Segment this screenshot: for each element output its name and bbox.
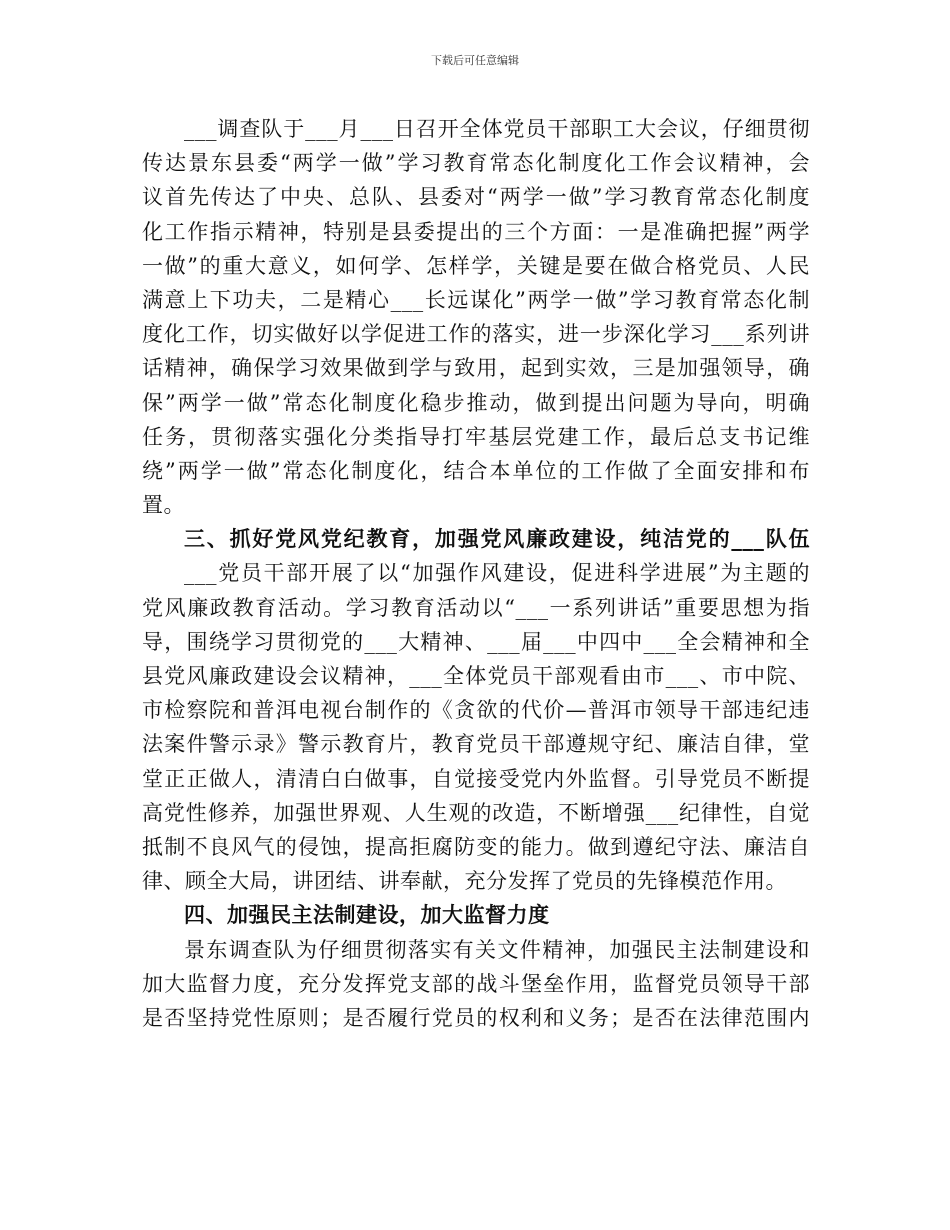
text-line: 堂正正做人，清清白白做事，自觉接受党内外监督。引导党员不断提 [142,766,810,791]
document-body [142,112,810,1035]
text-line: 导，围绕学习贯彻党的___大精神、___届___中四中___全会精神和全 [142,629,810,654]
text-line: 化工作指示精神，特别是县委提出的三个方面：一是准确把握”两学 [142,219,810,244]
text-line: 传达景东县委“两学一做”学习教育常态化制度化工作会议精神，会 [142,151,810,176]
page-header: 下载后可任意编辑 [431,54,519,67]
text-line: 满意上下功夫，二是精心___长远谋化”两学一做”学习教育常态化制 [142,287,810,312]
text-line: 绕”两学一做”常态化制度化，结合本单位的工作做了全面安排和布 [142,458,810,483]
text-line: 议首先传达了中央、总队、县委对“两学一做”学习教育常态化制度 [142,185,810,210]
text-line: 县党风廉政建设会议精神，___全体党员干部观看由市___、市中院、 [142,664,810,688]
text-line: 保”两学一做”常态化制度化稳步推动，做到提出问题为导向，明确 [142,390,810,415]
text-line: 置。 [142,493,185,518]
text-line: 抵制不良风气的侵蚀，提高拒腐防变的能力。做到遵纪守法、廉洁自 [142,834,810,859]
text-line: 党风廉政教育活动。学习教育活动以“___一系列讲话”重要思想为指 [142,595,810,620]
section-heading: 四、加强民主法制建设，加大监督力度 [184,903,550,928]
text-line: 任务，贯彻落实强化分类指导打牢基层党建工作，最后总支书记维 [142,424,810,449]
text-line: 加大监督力度，充分发挥党支部的战斗堡垒作用，监督党员领导干部 [142,971,810,996]
text-line: 市检察院和普洱电视台制作的《贪欲的代价—普洱市领导干部违纪违 [142,698,810,723]
text-line: 律、顾全大局，讲团结、讲奉献，充分发挥了党员的先锋模范作用。 [142,869,787,894]
text-line: 一做”的重大意义，如何学、怎样学，关键是要在做合格党员、人民 [142,253,810,278]
section-heading: 三、抓好党风党纪教育，加强党风廉政建设，纯洁党的___队伍 [184,527,810,552]
text-line: ___党员干部开展了以“加强作风建设，促进科学进展”为主题的 [184,561,810,586]
text-line: 景东调查队为仔细贯彻落实有关文件精神，加强民主法制建设和 [184,937,810,962]
text-line: 度化工作，切实做好以学促进工作的落实，进一步深化学习___系列讲 [142,322,810,347]
text-line: 高党性修养，加强世界观、人生观的改造，不断增强___纪律性，自觉 [142,800,810,825]
text-line: 话精神，确保学习效果做到学与致用，起到实效，三是加强领导，确 [142,356,810,381]
text-line: ___调查队于___月___日召开全体党员干部职工大会议，仔细贯彻 [184,117,810,141]
text-line: 法案件警示录》警示教育片，教育党员干部遵规守纪、廉洁自律，堂 [142,732,810,757]
text-line: 是否坚持党性原则；是否履行党员的权利和义务；是否在法律范围内 [142,1005,810,1030]
